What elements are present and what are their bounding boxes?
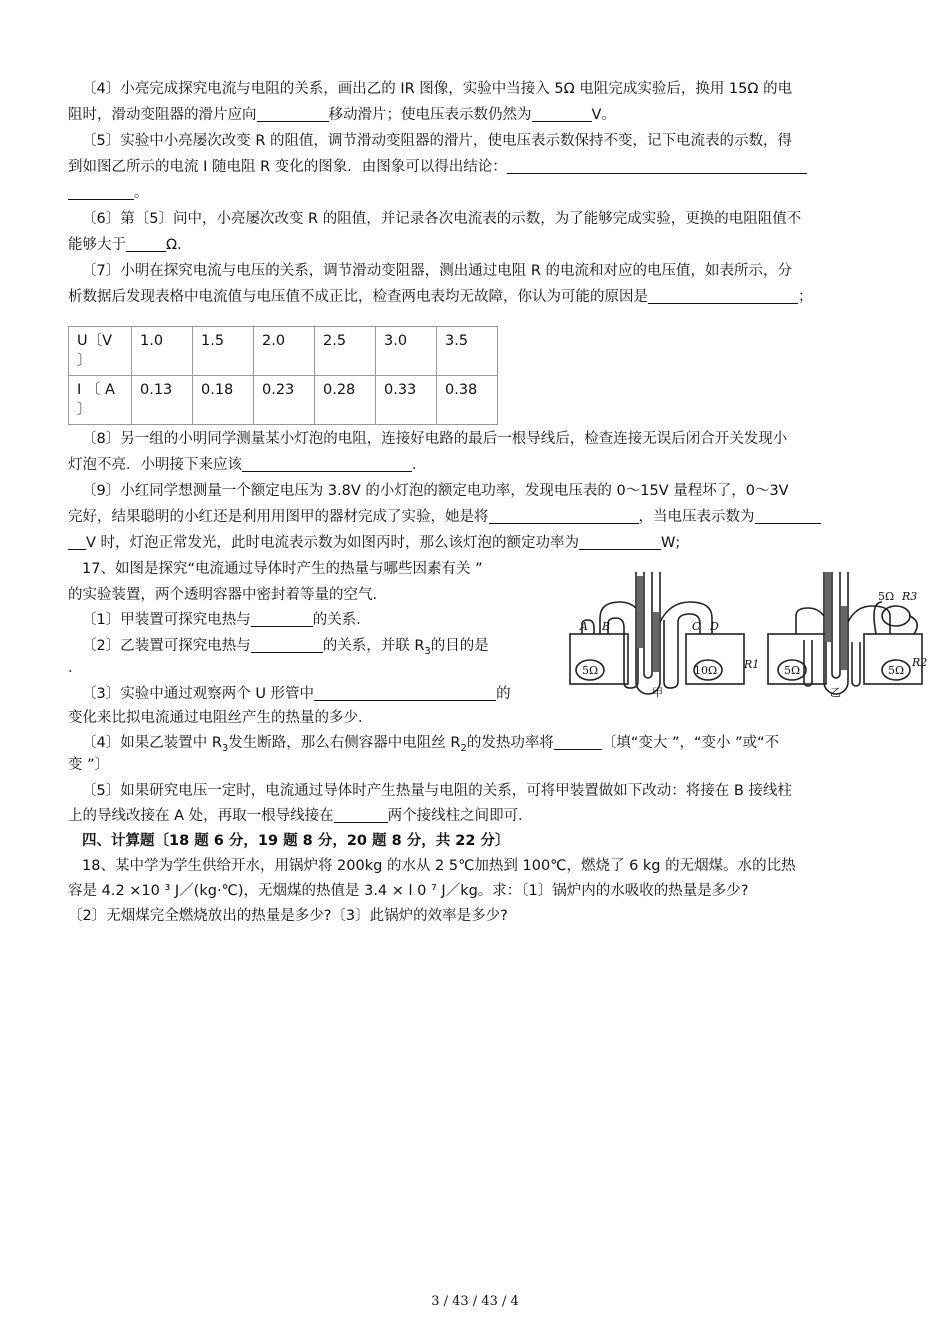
table-cell: 2.5 [315, 327, 376, 376]
q8-blank-action[interactable] [242, 455, 412, 472]
label-5ohm-jia: 5Ω [582, 664, 599, 677]
liquid-jia-left [637, 576, 643, 648]
q9-blank-method[interactable] [489, 507, 639, 524]
label-10ohm-jia: 10Ω [694, 664, 718, 677]
section4-title: 四、计算题〔18 题 6 分，19 题 8 分，20 题 8 分，共 22 分〕 [82, 833, 510, 849]
q17-blank-2[interactable] [251, 636, 323, 653]
label-b: B [602, 620, 611, 633]
table-cell: 0.33 [376, 376, 437, 425]
q17-blank-4[interactable] [554, 733, 602, 750]
table-row-label: I 〔 A 〕 [69, 376, 132, 425]
table-row-voltage [69, 327, 498, 376]
table-cell: 0.13 [132, 376, 193, 425]
q8-line1: 〔8〕另一组的小明同学测量某小灯泡的电阻，连接好电路的最后一根导线后，检查连接无误后闭合开关发现小 [82, 431, 788, 447]
q18-line3: 〔2〕无烟煤完全燃烧放出的热量是多少?〔3〕此锅炉的效率是多少? [68, 908, 508, 924]
table-cell: 0.23 [254, 376, 315, 425]
q7-line2: 析数据后发现表格中电流值与电压值不成正比，检查两电表均无故障，你认为可能的原因是 ； [68, 289, 813, 305]
label-yi: 乙 [830, 686, 841, 698]
q9-line1: 〔9〕小红同学想测量一个额定电压为 3.8V 的小灯泡的额定电功率，发现电压表的 0～15V 量程坏了，0～3V [82, 483, 789, 499]
q18-line2: 容是 4.2 ×10 ³ J／(kg·℃)，无烟煤的热值是 3.4 × l 0 ⁷ J／kg。求：〔1〕锅炉内的水吸收的热量是多少? [68, 883, 749, 899]
q8-line2: 灯泡不亮．小明接下来应该 ． [68, 457, 427, 473]
data-table [68, 326, 498, 425]
q5-line2: 到如图乙所示的电流 I 随电阻 R 变化的图象．由图象可以得出结论： [68, 154, 884, 180]
label-r2: R2 [912, 656, 928, 669]
table-cell: 3.0 [376, 327, 437, 376]
q7-blank-reason[interactable] [648, 287, 798, 304]
table-cell: 3.5 [437, 327, 498, 376]
q5-blank-conclusion-cont[interactable] [68, 183, 134, 200]
table-cell: 1.0 [132, 327, 193, 376]
label-5ohm-yi-right: 5Ω [888, 664, 905, 677]
label-a: A [580, 620, 588, 633]
table-cell: 0.28 [315, 376, 376, 425]
label-jia: 甲 [652, 686, 663, 698]
liquid-yi-right [841, 606, 847, 670]
q17-s4-cont: 变 ”〕 [68, 757, 110, 773]
q4-line2: 阻时，滑动变阻器的滑片应向 移动滑片；使电压表示数仍然为 V。 [68, 107, 616, 123]
q17-s3: 〔3〕实验中通过观察两个 U 形管中 的 [82, 686, 511, 702]
q6-blank-resistance[interactable] [126, 235, 166, 252]
resistor-r3 [882, 606, 910, 626]
q7-line1: 〔7〕小明在探究电流与电压的关系，调节滑动变阻器，测出通过电阻 R 的电流和对应的电压值，如表所示，分 [82, 263, 793, 279]
tube-yi-left [796, 608, 824, 634]
table-cell: 0.38 [437, 376, 498, 425]
table-cell: 2.0 [254, 327, 315, 376]
q18-line1: 18、某中学为学生供给开水，用锅炉将 200kg 的水从 2 5℃加热到 100℃，燃烧了 6 kg 的无烟煤。水的比热 [82, 858, 796, 874]
label-r1: R1 [744, 658, 760, 671]
q5-blank-conclusion[interactable] [507, 157, 807, 174]
table-row-current [69, 376, 498, 425]
q4-blank-voltage[interactable] [532, 105, 592, 122]
q4-line1: 〔4〕小亮完成探究电流与电阻的关系，画出乙的 IR 图像，实验中当接入 5Ω 电阻完成实验后，换用 15Ω 的电 [82, 81, 793, 97]
liquid-jia-right [653, 612, 659, 672]
q5-line3: 。 [68, 180, 884, 206]
table-row-label: U〔V 〕 [69, 327, 132, 376]
tube-jia-right [660, 602, 712, 634]
q17-s2: 〔2〕乙装置可探究电热与 的关系，并联 $R_3$的目的是 [82, 638, 489, 657]
q17-s1: 〔1〕甲装置可探究电热与 的关系． [82, 612, 371, 628]
q6-line2: 能够大于 Ω． [68, 237, 192, 253]
label-5ohm-r3: 5Ω [878, 590, 895, 603]
q17-intro1: 17、如图是探究“电流通过导体时产生的热量与哪些因素有关 ” [82, 561, 483, 577]
q17-s5: 〔5〕如果研究电压一定时，电流通过导体时产生热量与电阻的关系，可将甲装置做如下改动：将接在 B 接线柱 [82, 783, 792, 799]
label-5ohm-yi-left: 5Ω [784, 664, 801, 677]
q4-blank-direction[interactable] [257, 105, 329, 122]
q17-blank-5[interactable] [334, 806, 388, 823]
q17-s3-cont: 变化来比拟电流通过电阻丝产生的热量的多少． [68, 710, 373, 726]
experiment-figure [560, 562, 935, 698]
q9-blank-voltage[interactable] [755, 507, 821, 524]
label-d: D [710, 620, 719, 633]
q9-line3: V 时，灯泡正常发光，此时电流表示数为如图丙时，那么该灯泡的额定功率为 W; [68, 530, 884, 556]
q9-blank-voltage-cont[interactable] [68, 533, 86, 550]
q17-s2-end: ． [68, 660, 83, 676]
q17-s5-cont: 上的导线改接在 A 处，再取一根导线接在 两个接线柱之间即可． [68, 808, 533, 824]
q17-blank-1[interactable] [251, 610, 313, 627]
q9-line2: 完好，结果聪明的小红还是利用用图甲的器材完成了实验，她是将 ，当电压表示数为 [68, 504, 884, 530]
q9-blank-power[interactable] [579, 533, 661, 550]
liquid-yi-left [825, 572, 831, 642]
q17-intro2: 的实验装置，两个透明容器中密封着等量的空气． [68, 587, 387, 603]
q17-blank-3[interactable] [314, 684, 496, 701]
page-number: 3 / 43 / 43 / 4 [431, 1294, 519, 1309]
label-c: C [692, 620, 701, 633]
label-r3: R3 [902, 590, 918, 603]
q5-line1: 〔5〕实验中小亮屡次改变 R 的阻值，调节滑动变阻器的滑片，使电压表示数保持不变，记下电流表的示数，得 [82, 133, 793, 149]
q6-line1: 〔6〕第〔5〕问中，小亮屡次改变 R 的阻值，并记录各次电流表的示数，为了能够完成实验，更换的电阻阻值不 [82, 211, 802, 227]
table-cell: 1.5 [193, 327, 254, 376]
q17-s4: 〔4〕如果乙装置中 $R_3$发生断路，那么右侧容器中电阻丝 $R_2$的发热功率将 〔填“变大 ”，“变小 ”或“不 [82, 735, 780, 754]
table-cell: 0.18 [193, 376, 254, 425]
